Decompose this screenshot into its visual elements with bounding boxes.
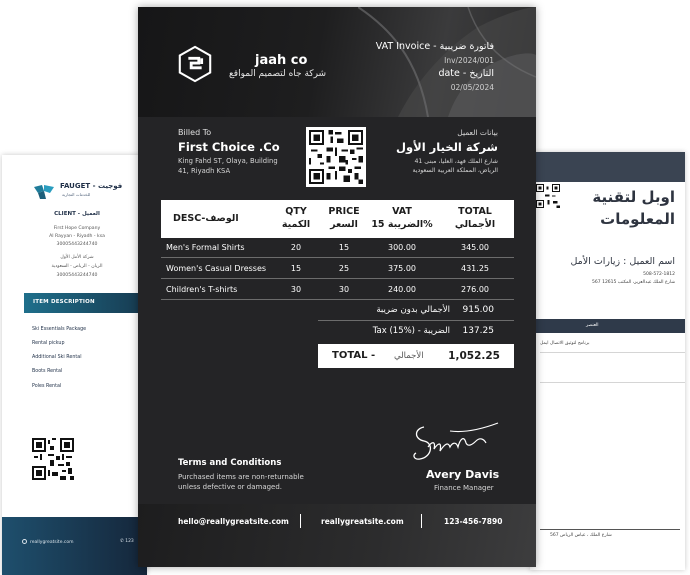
- invoice-number: Inv/2024/001: [444, 56, 494, 65]
- client-line: Al Rayyan - Riyadh - ksa: [49, 234, 105, 239]
- subtotal-label: الأجمالي بدون ضريبة: [376, 305, 450, 315]
- column-header-text: QTY: [285, 206, 307, 217]
- cell-qty: 30: [290, 285, 302, 294]
- left-background-invoice: [2, 155, 147, 575]
- subtotal-value: 915.00: [462, 305, 494, 315]
- vat-invoice-title: VAT Invoice - فاتورة ضريبية: [375, 41, 494, 52]
- right-invoice-footer-address: 567 شارع الملك ، عباس الرياض: [550, 533, 612, 538]
- cell-vat: 240.00: [388, 285, 416, 294]
- column-header-text-arabic: الكمية: [281, 219, 311, 230]
- fauget-brand-name: FAUGET - فوجيت: [60, 182, 123, 190]
- cell-total: 345.00: [461, 243, 489, 252]
- left-invoice-footer: [2, 517, 147, 575]
- client-line: First Hope Company: [53, 226, 101, 231]
- cell-desc: Men's Formal Shirts: [166, 243, 245, 252]
- cell-desc: Children's T-shirts: [166, 285, 238, 294]
- right-invoice-title: [592, 186, 675, 230]
- table-row: [161, 280, 514, 300]
- qr-code-icon: [32, 438, 74, 480]
- fauget-logo-icon: [32, 183, 56, 201]
- terms-text: Purchased items are non-returnable: [178, 473, 304, 481]
- grand-total-value: 1,052.25: [448, 350, 500, 362]
- date-value: 02/05/2024: [450, 83, 494, 92]
- footer-website: reallygreatsite.com: [321, 517, 404, 526]
- column-header-text-arabic: الأجمالي: [454, 219, 496, 230]
- client-name-arabic: شركة الخيار الأول: [396, 140, 498, 154]
- terms-text: unless defective or damaged.: [178, 483, 283, 491]
- list-item: Ski Essentials Package: [32, 327, 87, 332]
- client-info-label-arabic: بيانات العميل: [457, 128, 498, 137]
- item-description-band: [24, 293, 147, 313]
- grand-total-box: [318, 344, 514, 368]
- grand-total-label: TOTAL -: [332, 350, 376, 361]
- right-invoice-table-header: [530, 319, 685, 333]
- table-row: برنامج لتوثيق الاتصال ايمل: [540, 341, 590, 346]
- cell-vat: 300.00: [388, 243, 416, 252]
- cell-total: 276.00: [461, 285, 489, 294]
- tax-value: 137.25: [462, 326, 494, 336]
- cell-price: 15: [338, 243, 350, 252]
- column-header-text: TOTAL: [458, 206, 492, 217]
- footer-site: [22, 539, 74, 545]
- cell-vat: 375.00: [388, 264, 416, 273]
- globe-icon: [22, 539, 27, 544]
- date-label: date - التاريخ: [438, 68, 494, 79]
- divider: [540, 382, 685, 383]
- divider: [318, 320, 514, 321]
- client-address-line: 41, Riyadh KSA: [178, 167, 231, 175]
- column-header-text-arabic: السعر: [330, 219, 358, 230]
- grand-total-label-arabic: الأجمالي: [394, 351, 424, 361]
- footer-phone-text: 123: [125, 539, 134, 544]
- cell-price: 30: [338, 285, 350, 294]
- right-invoice-client: اسم العميل : زيارات الأمل: [570, 256, 675, 267]
- client-address-line: King Fahd ST, Olaya, Building: [178, 157, 278, 165]
- footer-phone: [120, 539, 134, 544]
- table-header-label: العنصر: [586, 323, 599, 328]
- right-invoice-title-line: اوبل لتقنية: [592, 188, 675, 206]
- cell-qty: 15: [290, 264, 302, 273]
- column-header-text-arabic: الضريبة 15%: [371, 219, 433, 230]
- column-header-text: PRICE: [328, 206, 360, 217]
- right-invoice-title-line: المعلومات: [600, 210, 675, 228]
- tax-label: Tax (15%) - الضريبة: [372, 326, 450, 336]
- company-name: jaah co: [255, 53, 308, 68]
- signature-icon: [410, 417, 500, 467]
- client-name: First Choice .Co: [178, 140, 280, 154]
- invoice-header: [138, 7, 536, 117]
- client-line: 30005443244740: [56, 273, 98, 278]
- footer-separator: [421, 514, 422, 528]
- divider: [540, 529, 680, 530]
- right-background-invoice: [530, 152, 685, 570]
- list-item: Additional Ski Rental: [32, 355, 82, 360]
- column-header-price: [319, 205, 369, 231]
- column-header-qty: [271, 205, 321, 231]
- qr-code: [306, 127, 366, 187]
- signer-name: Avery Davis: [426, 468, 500, 481]
- signer-title: Finance Manager: [434, 484, 494, 492]
- footer-phone: 123-456-7890: [444, 517, 503, 526]
- column-header-total: [439, 205, 511, 231]
- terms-title: Terms and Conditions: [178, 458, 282, 468]
- cell-total: 431.25: [461, 264, 489, 273]
- company-name-arabic: شركة جاه لتصميم المواقع: [229, 69, 327, 79]
- invoice-footer: [138, 504, 536, 567]
- column-header-desc: DESC-الوصف: [173, 213, 239, 224]
- right-invoice-phone: 508-572-1812: [643, 272, 675, 277]
- client-label: CLIENT - العميل: [54, 211, 100, 217]
- column-header-text: VAT: [392, 206, 412, 217]
- table-row: [161, 238, 514, 258]
- divider: [540, 352, 685, 353]
- client-address-arabic-line: الرياض، المملكة العربية السعودية: [412, 167, 498, 174]
- list-item: Rental pickup: [32, 341, 65, 346]
- items-table-header: [161, 200, 514, 238]
- footer-site-text: reallygreatsite.com: [30, 540, 74, 545]
- cell-price: 25: [338, 264, 350, 273]
- item-description-label: ITEM DESCRIPTION: [33, 299, 95, 305]
- client-line: 30005443244740: [56, 242, 98, 247]
- column-header-vat: [371, 205, 433, 231]
- fauget-brand-subtitle: للخدمات التجارية: [62, 192, 91, 197]
- footer-email: hello@reallygreatsite.com: [178, 517, 289, 526]
- jaah-logo-icon: [176, 45, 214, 83]
- client-line: شركة الأمل الأول: [60, 255, 94, 260]
- phone-icon: ✆: [120, 539, 126, 544]
- qr-code-icon: [309, 130, 363, 184]
- right-invoice-address: 567 شارع الملك عبدالعزيز، المكتب 12615: [592, 280, 675, 285]
- client-address-arabic-line: شارع الملك فهد، العليا، مبنى 41: [414, 158, 498, 165]
- table-row: [161, 259, 514, 279]
- cell-desc: Women's Casual Dresses: [166, 264, 267, 273]
- qr-code-icon: [536, 184, 560, 208]
- list-item: Boots Rental: [32, 369, 63, 374]
- list-item: Poles Rental: [32, 384, 62, 389]
- main-invoice: [138, 7, 536, 567]
- footer-separator: [300, 514, 301, 528]
- cell-qty: 20: [290, 243, 302, 252]
- right-invoice-topbar: [530, 152, 685, 182]
- client-line: الريان - الرياض - السعودية: [51, 264, 103, 269]
- billed-to-label: Billed To: [178, 128, 212, 137]
